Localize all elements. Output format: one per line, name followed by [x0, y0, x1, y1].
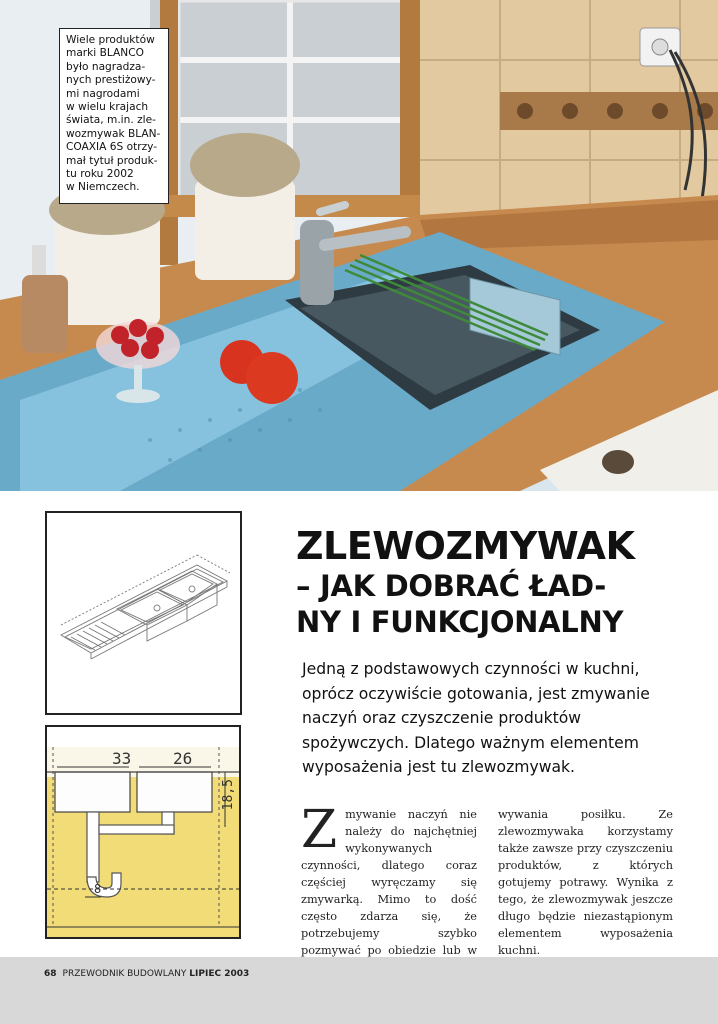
column-2-text: wywania posiłku. Ze zlewozmywaka korzystamy także zawsze przy czyszczeniu produktów, z których gotujemy potrawy. Wynika z tego, że zlewozmywak jeszcze długo będzie niezastąpionym elementem wyposażenia kuchni.	[498, 808, 673, 957]
issue-date: LIPIEC 2003	[189, 969, 250, 979]
dimension-label-bowl-depth: 18,5	[221, 779, 236, 811]
column-1-text: mywanie naczyń nie należy do najchętniej wykonywanych czynności, dlatego coraz częściej wyręczamy się zmywarką. Mimo to dość często zdarza się, że potrzebujemy szybko pozmywać po obiedzie lub w	[301, 808, 477, 957]
dimension-label-pipe: 8	[94, 882, 102, 896]
article-column-1	[301, 800, 477, 976]
publication-name: PRZEWODNIK BUDOWLANY	[62, 969, 187, 979]
article-lead: Jedną z podstawowych czynności w kuchni, oprócz oczywiście gotowania, jest zmywanie naczyń oraz czyszczenie produktów spożywczych. Dlatego ważnym elementem wyposażenia jest tu zlewozmywak.	[302, 660, 650, 776]
title-line-1: ZLEWOZMYWAK	[296, 524, 635, 568]
footer-line	[44, 969, 249, 979]
article-title	[296, 524, 706, 640]
sink-perspective-illustration	[47, 513, 240, 713]
photo-caption-box	[59, 28, 169, 204]
sink-cabinet-cross-section	[45, 725, 241, 939]
drop-cap: Z	[301, 800, 338, 860]
title-line-3: NY I FUNKCJONALNY	[296, 605, 624, 639]
page-footer	[0, 957, 718, 1024]
title-line-2: – JAK DOBRAĆ ŁAD-	[296, 569, 606, 603]
dimension-label-bowl-right: 26	[173, 749, 193, 768]
dimension-label-bowl-left: 33	[112, 749, 132, 768]
article-column-2	[498, 806, 673, 959]
page-number: 68	[44, 969, 57, 979]
photo-caption-text: Wiele produktów marki BLANCO było nagradza- nych prestiżowy- mi nagrodami w wielu krajach świata, m.in. zle- wozmywak BLAN- COAXIA 6S otrzy- mał tytuł produk- tu roku 2002 w Niemczech.	[66, 34, 161, 194]
cross-section-illustration	[47, 727, 239, 937]
sink-perspective-drawing	[45, 511, 242, 715]
